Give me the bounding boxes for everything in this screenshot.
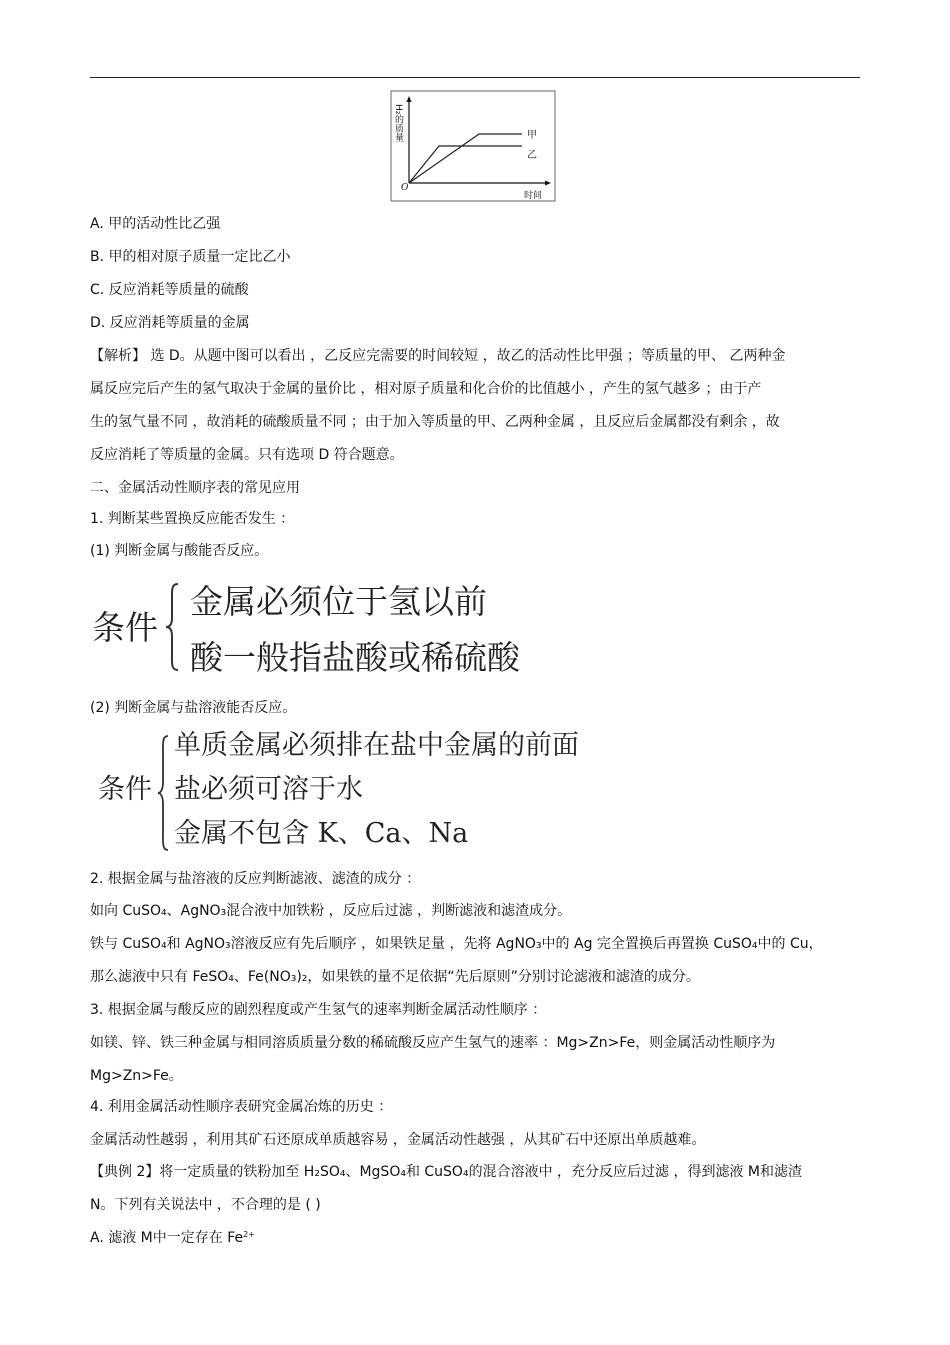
salt-condition-label: 条件 (98, 774, 152, 805)
point-4: 4. 利用金属活动性顺序表研究金属冶炼的历史 ： (90, 1099, 393, 1115)
point-1: 1. 判断某些置换反应能否发生 ： (90, 511, 295, 527)
origin-label: O (401, 183, 409, 193)
header-rule (90, 77, 860, 78)
point-1-sub-1: (1) 判断金属与酸能否反应。 (90, 543, 269, 559)
point-4-detail: 金属活动性越弱 ，利用其矿石还原成单质越容易 ，金属活动性越强 ，从其矿石中还原出单质越难。 (90, 1132, 706, 1148)
example-2-line-1: 【典例 2】将一定质量的铁粉加至 H₂SO₄、MgSO₄和 CuSO₄的混合溶液中 ，充分反应后过滤 ，得到滤液 M和滤渣 (90, 1164, 802, 1180)
acid-condition-item: 金属必须位于氢以前 (190, 582, 487, 621)
analysis-line-3: 生的氢气量不同 ，故消耗的硫酸质量不同 ；由于加入等质量的甲、乙两种金属 ，且反应后金属都没有剩余 ，故 (90, 414, 780, 430)
salt-condition-block (98, 728, 618, 856)
option-a-text: A. 滤液 M中一定存在 Fe (90, 1230, 244, 1246)
fe-charge: 2+ (243, 1230, 255, 1239)
point-1-sub-2: (2) 判断金属与盐溶液能否反应。 (90, 700, 297, 716)
example-2-option-a (90, 1229, 870, 1247)
point-2-detail-2: 那么滤液中只有 FeSO₄、Fe(NO₃)₂，如果铁的量不足依据“先后原则”分别讨论滤液和滤渣的成分。 (90, 969, 700, 985)
point-2: 2. 根据金属与盐溶液的反应判断滤液、滤渣的成分 ： (90, 871, 421, 887)
section-heading: 二、金属活动性顺序表的常见应用 (90, 480, 300, 496)
option-b: B. 甲的相对原子质量一定比乙小 (90, 249, 291, 265)
series-yi-line (409, 146, 522, 183)
y-axis-label: H₂的质量 (393, 104, 403, 142)
left-brace-icon (156, 734, 170, 852)
analysis-line-4: 反应消耗了等质量的金属。只有选项 D 符合题意。 (90, 447, 404, 463)
x-axis-arrow (545, 181, 551, 186)
point-2-detail-1: 铁与 CuSO₄和 AgNO₃溶液反应有先后顺序 ，如果铁足量 ，先将 AgNO₃中的 Ag 完全置换后再置换 CuSO₄中的 Cu， (90, 936, 823, 952)
acid-condition-item: 酸一般指盐酸或稀硫酸 (190, 638, 520, 677)
salt-condition-item: 金属不包含 K、Ca、Na (174, 818, 469, 849)
acid-condition-block (92, 578, 572, 680)
hydrogen-mass-graph (390, 90, 558, 204)
example-2-line-2: N。下列有关说法中 ，不合理的是 ( ) (90, 1197, 321, 1213)
option-a: A. 甲的活动性比乙强 (90, 216, 221, 232)
salt-condition-item: 盐必须可溶于水 (174, 774, 363, 805)
x-axis-label: 时间 (524, 191, 543, 201)
analysis-line-1: 【解析】 选 D。从题中图可以看出 ，乙反应完需要的时间较短 ，故乙的活动性比甲强 ；等质量的甲、 乙两种金 (90, 348, 786, 364)
point-3-detail-1: 如镁、锌、铁三种金属与相同溶质质量分数的稀硫酸反应产生氢气的速率 ：Mg>Zn>Fe，则金属活动性顺序为 (90, 1035, 776, 1051)
y-axis-arrow (407, 96, 412, 102)
salt-condition-item: 单质金属必须排在盐中金属的前面 (174, 730, 579, 761)
series-jia-label: 甲 (527, 130, 537, 141)
series-jia-line (409, 134, 522, 183)
option-c: C. 反应消耗等质量的硫酸 (90, 282, 249, 298)
point-2-example: 如向 CuSO₄、AgNO₃混合液中加铁粉 ，反应后过滤 ，判断滤液和滤渣成分。 (90, 903, 572, 919)
option-d: D. 反应消耗等质量的金属 (90, 315, 250, 331)
left-brace-icon (164, 582, 180, 672)
point-3-detail-2: Mg>Zn>Fe。 (90, 1068, 183, 1084)
acid-condition-label: 条件 (92, 608, 158, 647)
series-yi-label: 乙 (527, 150, 537, 161)
analysis-line-2: 属反应完后产生的氢气取决于金属的量价比 ，相对原子质量和化合价的比值越小 ，产生的氢气越多 ；由于产 (90, 381, 762, 397)
point-3: 3. 根据金属与酸反应的剧烈程度或产生氢气的速率判断金属活动性顺序 ： (90, 1002, 547, 1018)
